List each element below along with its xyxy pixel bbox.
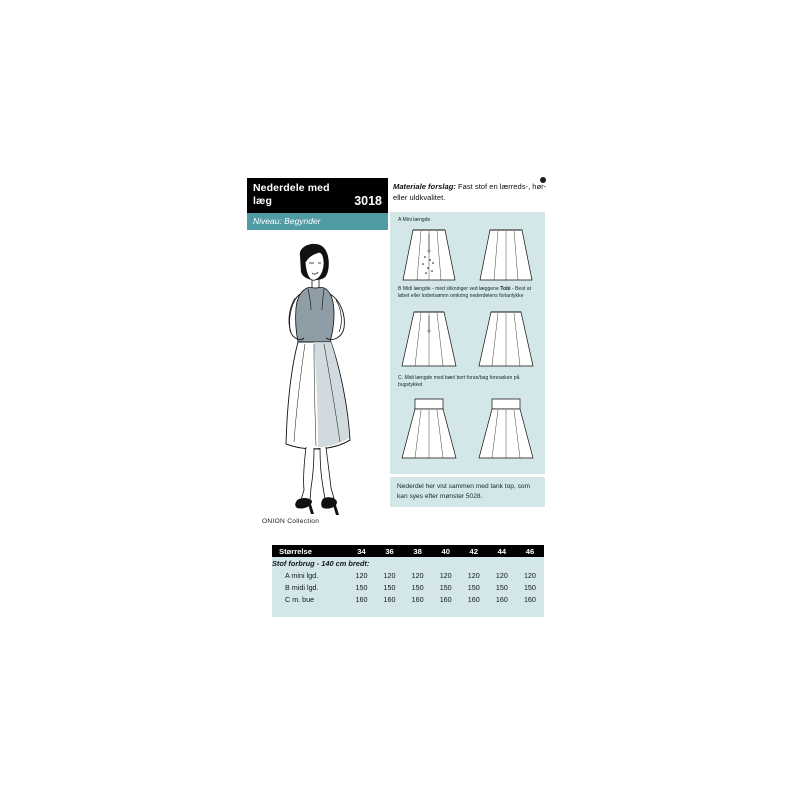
row-b-44: 150 <box>488 581 516 593</box>
drawing-row-b <box>390 308 545 370</box>
fashion-illustration <box>248 238 380 520</box>
title-block <box>247 178 388 230</box>
size-table <box>272 545 544 617</box>
row-a-34: 120 <box>347 569 375 581</box>
table-header-34: 34 <box>347 545 375 557</box>
caption-b-label: Tobi <box>500 286 511 292</box>
title-bar <box>247 178 388 213</box>
row-b-36: 150 <box>376 581 404 593</box>
page-title: Nederdele med læg <box>253 182 330 208</box>
row-c-40: 160 <box>432 593 460 605</box>
row-b-46: 150 <box>516 581 544 593</box>
row-label-c: C m. bue <box>272 593 347 605</box>
row-b-38: 150 <box>404 581 432 593</box>
caption-variant-a: A Mini længde <box>398 217 431 223</box>
caption-b-line1: B Midi længde - med slikninger ved læggene <box>398 286 499 292</box>
row-b-34: 150 <box>347 581 375 593</box>
table-bottom-padding <box>272 605 544 617</box>
pattern-number: 3018 <box>354 194 382 209</box>
table-header-36: 36 <box>376 545 404 557</box>
row-a-36: 120 <box>376 569 404 581</box>
table-header-42: 42 <box>460 545 488 557</box>
table-header-row <box>272 545 544 557</box>
table-subheader-row <box>272 557 544 569</box>
row-c-44: 160 <box>488 593 516 605</box>
material-text: Fast stof en lærreds-, hør- eller uldkvalitet. <box>393 182 547 202</box>
size-table-wrapper <box>272 545 544 617</box>
row-label-b: B midi lgd. <box>272 581 347 593</box>
table-header-44: 44 <box>488 545 516 557</box>
drawing-row-a <box>390 226 545 284</box>
drawing-row-c <box>390 395 545 463</box>
row-c-38: 160 <box>404 593 432 605</box>
caption-variant-c: C. Midi længde med bærl bort foran/bag foresøken på bugstykket <box>398 375 520 388</box>
table-row <box>272 569 544 581</box>
table-row <box>272 581 544 593</box>
table-header-40: 40 <box>432 545 460 557</box>
row-a-42: 120 <box>460 569 488 581</box>
row-a-44: 120 <box>488 569 516 581</box>
row-c-36: 160 <box>376 593 404 605</box>
table-header-size: Størrelse <box>272 545 347 557</box>
fabric-usage-label: Stof forbrug - 140 cm bredt: <box>272 557 544 569</box>
material-label: Materiale forslag: <box>393 182 456 191</box>
row-a-46: 120 <box>516 569 544 581</box>
table-header-38: 38 <box>404 545 432 557</box>
brand-label: ONION Collection <box>262 518 320 525</box>
table-row <box>272 593 544 605</box>
row-label-a: A mini lgd. <box>272 569 347 581</box>
skirt-drawing-c2 <box>476 395 536 463</box>
skirt-drawing-c1 <box>399 395 459 463</box>
row-a-40: 120 <box>432 569 460 581</box>
row-b-42: 150 <box>460 581 488 593</box>
skirt-drawing-b2 <box>476 308 536 370</box>
material-suggestion <box>393 181 553 203</box>
row-b-40: 150 <box>432 581 460 593</box>
skill-level-badge: Niveau: Begynder <box>247 213 388 230</box>
row-c-46: 160 <box>516 593 544 605</box>
table-header-46: 46 <box>516 545 544 557</box>
row-a-38: 120 <box>404 569 432 581</box>
skirt-drawing-a1 <box>399 226 459 284</box>
styling-note: Nederdel her vist sammen med tank top, som kan syes efter mønster 5028. <box>390 477 545 507</box>
row-c-42: 160 <box>460 593 488 605</box>
skirt-drawing-b1 <box>399 308 459 370</box>
caption-variant-b <box>398 286 538 300</box>
technical-drawings-panel <box>390 212 545 474</box>
row-c-34: 160 <box>347 593 375 605</box>
caption-b-line2: - Best at løbet eller lodretsømm omkring nederdelens forlanlykke <box>398 286 531 299</box>
skirt-drawing-a2 <box>476 226 536 284</box>
